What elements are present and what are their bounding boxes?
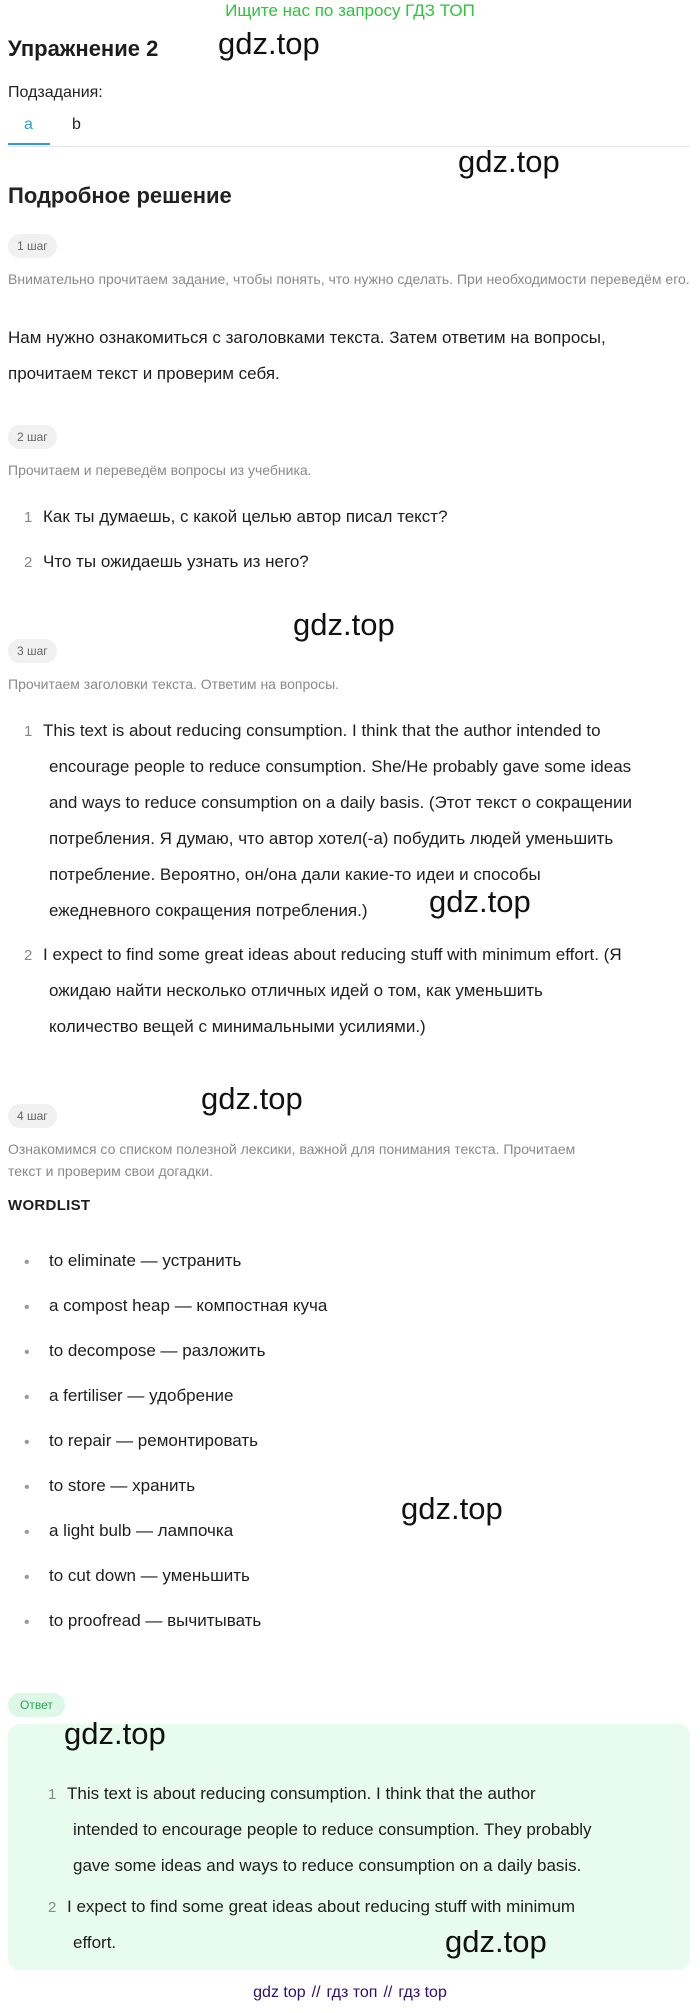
wordlist-item: to decompose — разложить [49,1341,266,1360]
list-item: количество вещей с минимальными усилиями.) [49,1017,426,1036]
active-tab-indicator [8,143,50,145]
watermark: gdz.top [64,1716,166,1751]
step-hint: Прочитаем и переведём вопросы из учебника. [8,462,312,478]
bullet-icon: • [24,1254,30,1271]
footer-link[interactable]: гдз top [398,1984,447,2001]
step-badge: 3 шаг [8,639,57,663]
watermark: gdz.top [201,1081,303,1116]
list-number: 2 [24,947,33,964]
step-text: прочитаем текст и проверим себя. [8,364,280,383]
step-badge: 1 шаг [8,234,57,258]
watermark: gdz.top [293,607,395,642]
list-item: This text is about reducing consumption. I think that the author intended to [43,721,601,740]
page-title: Упражнение 2 [8,36,159,61]
bullet-icon: • [24,1569,30,1586]
step-hint: Ознакомимся со списком полезной лексики, важной для понимания текста. Прочитаем [8,1141,576,1157]
wordlist-item: to store — хранить [49,1476,196,1495]
watermark: gdz.top [429,884,531,919]
wordlist-heading: WORDLIST [8,1197,91,1214]
watermark: gdz.top [401,1491,503,1526]
bullet-icon: • [24,1299,30,1316]
step-hint: текст и проверим свои догадки. [8,1163,213,1179]
footer-separator: // [311,1984,321,2001]
answer-item: intended to encourage people to reduce consumption. They probably [73,1820,592,1839]
wordlist-item: a fertiliser — удобрение [49,1386,234,1405]
footer-links [0,1984,700,2002]
bullet-icon: • [24,1524,30,1541]
list-item: and ways to reduce consumption on a daily basis. (Этот текст о сокращении [49,793,632,812]
tab-subtask-b[interactable]: b [72,116,81,133]
answer-item: gave some ideas and ways to reduce consumption on a daily basis. [73,1856,582,1875]
bullet-icon: • [24,1344,30,1361]
list-item: потребление. Вероятно, он/она дали какие-то идеи и способы [49,865,541,884]
list-number: 2 [48,1899,57,1916]
list-item: ежедневного сокращения потребления.) [49,901,368,920]
list-item: Что ты ожидаешь узнать из него? [43,552,309,571]
wordlist-item: to cut down — уменьшить [49,1566,250,1585]
search-banner: Ищите нас по запросу ГДЗ ТОП [225,1,475,20]
list-number: 1 [24,723,33,740]
answer-badge: Ответ [8,1693,65,1717]
bullet-icon: • [24,1434,30,1451]
list-item: потребления. Я думаю, что автор хотел(-а) побудить людей уменьшить [49,829,614,848]
subtasks-label: Подзадания: [8,84,103,101]
tab-subtask-a[interactable]: a [24,116,33,133]
wordlist-item: to repair — ремонтировать [49,1431,259,1450]
step-hint: Прочитаем заголовки текста. Ответим на вопросы. [8,676,340,692]
list-item: ожидаю найти несколько отличных идей о том, как уменьшить [49,981,543,1000]
bullet-icon: • [24,1389,30,1406]
wordlist-item: a compost heap — компостная куча [49,1296,328,1315]
list-number: 1 [48,1786,57,1803]
bullet-icon: • [24,1614,30,1631]
watermark: gdz.top [458,144,560,179]
footer-link[interactable]: gdz top [253,1984,306,2001]
step-text: Нам нужно ознакомиться с заголовками текста. Затем ответим на вопросы, [8,328,606,347]
step-badge: 2 шаг [8,425,57,449]
answer-item: I expect to find some great ideas about reducing stuff with minimum [67,1897,576,1916]
bullet-icon: • [24,1479,30,1496]
wordlist-item: a light bulb — лампочка [49,1521,234,1540]
list-number: 1 [24,509,33,526]
footer-separator: // [383,1984,393,2001]
section-title: Подробное решение [8,183,232,208]
list-item: Как ты думаешь, с какой целью автор писал текст? [43,507,448,526]
wordlist-item: to proofread — вычитывать [49,1611,262,1630]
step-hint: Внимательно прочитаем задание, чтобы понять, что нужно сделать. При необходимости переведём его. [8,271,690,287]
answer-item: effort. [73,1933,117,1952]
list-number: 2 [24,554,33,571]
answer-item: This text is about reducing consumption. I think that the author [67,1784,536,1803]
list-item: encourage people to reduce consumption. She/He probably gave some ideas [49,757,632,776]
footer-link[interactable]: гдз топ [326,1984,378,2001]
divider [8,146,690,147]
step-badge: 4 шаг [8,1104,57,1128]
watermark: gdz.top [218,26,320,61]
watermark: gdz.top [445,1924,547,1959]
list-item: I expect to find some great ideas about reducing stuff with minimum effort. (Я [43,945,622,964]
wordlist-item: to eliminate — устранить [49,1251,242,1270]
